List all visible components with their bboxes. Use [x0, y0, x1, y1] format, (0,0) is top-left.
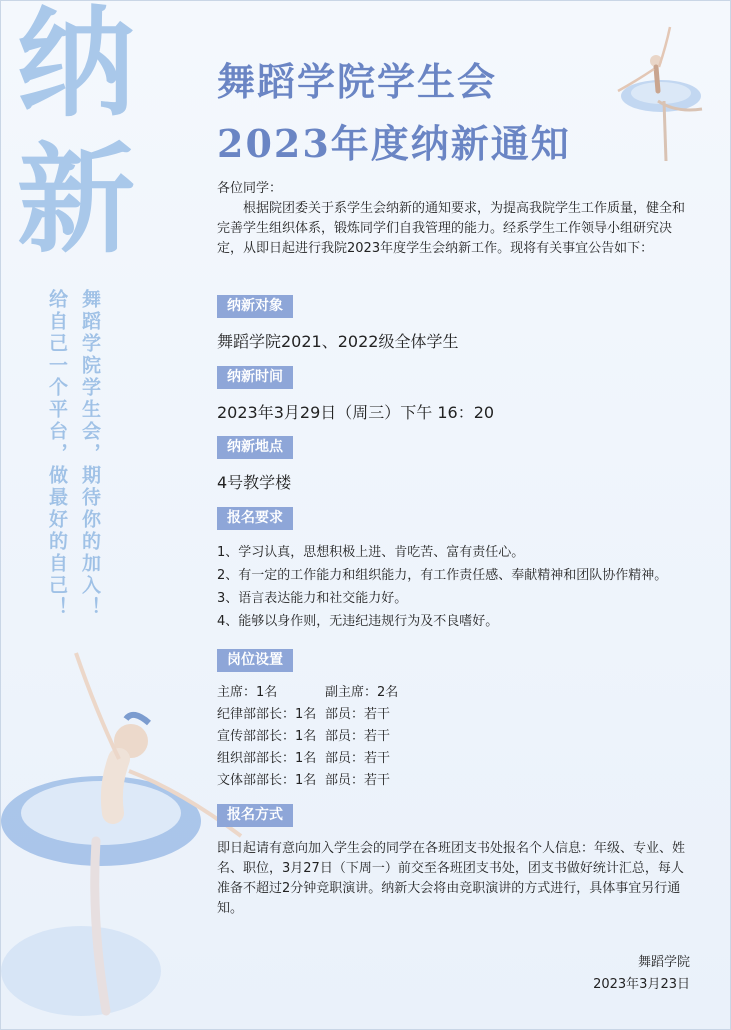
position-row	[217, 726, 398, 748]
position-member: 部员：若干	[325, 773, 391, 788]
position-head: 文体部部长：1名	[217, 773, 317, 788]
greeting: 各位同学：	[217, 181, 283, 196]
position-head: 主席：1名	[217, 685, 278, 700]
section-label-time: 纳新时间	[217, 366, 293, 389]
position-member: 部员：若干	[325, 707, 391, 722]
decor-char-xin: 新	[16, 130, 135, 269]
section-value-place: 4号教学楼	[217, 473, 292, 492]
position-row	[217, 704, 398, 726]
list-item: 1、学习认真，思想积极上进、肯吃苦、富有责任心。	[217, 545, 525, 560]
section-value-time: 2023年3月29日（周三）下午 16：20	[217, 403, 495, 422]
position-head: 宣传部部长：1名	[217, 729, 317, 744]
positions-list	[217, 682, 398, 792]
position-member: 部员：若干	[325, 729, 391, 744]
list-item: 4、能够以身作则，无违纪违规行为及不良嗜好。	[217, 614, 499, 629]
vertical-slogan-2: 给自己一个平台，做最好的自己！	[46, 289, 68, 619]
position-row	[217, 770, 398, 792]
position-row	[217, 682, 398, 704]
position-head: 纪律部部长：1名	[217, 707, 317, 722]
section-label-target: 纳新对象	[217, 295, 293, 318]
position-member: 副主席：2名	[325, 685, 399, 700]
section-label-place: 纳新地点	[217, 436, 293, 459]
position-member: 部员：若干	[325, 751, 391, 766]
title-line-1: 舞蹈学院学生会	[217, 59, 498, 104]
position-head: 组织部部长：1名	[217, 751, 317, 766]
signature-org: 舞蹈学院	[637, 955, 690, 970]
position-row	[217, 748, 398, 770]
vertical-slogan-1: 舞蹈学院学生会，期待你的加入！	[79, 289, 101, 619]
list-item: 2、有一定的工作能力和组织能力，有工作责任感、奉献精神和团队协作精神。	[217, 568, 668, 583]
signature-date: 2023年3月23日	[593, 977, 690, 992]
ballerina-illustration-small	[606, 21, 716, 171]
list-item: 3、语言表达能力和社交能力好。	[217, 591, 408, 606]
decor-char-na: 纳	[16, 0, 135, 133]
apply-paragraph: 即日起请有意向加入学生会的同学在各班团支书处报名个人信息：年级、专业、姓名、职位，3月27日（下周一）前交至各班团支书处，团支书做好统计汇总，每人准备不超过2分钟竞职演讲。纳新大会将由竞职演讲的方式进行，具体事宜另行通知。	[217, 841, 686, 916]
section-value-target: 舞蹈学院2021、2022级全体学生	[217, 332, 459, 351]
section-label-requirements: 报名要求	[217, 507, 293, 530]
section-label-positions: 岗位设置	[217, 649, 293, 672]
section-label-apply: 报名方式	[217, 804, 293, 827]
requirements-list	[217, 541, 667, 633]
title-line-2: 2023年度纳新通知	[217, 121, 571, 166]
intro-paragraph: 根据院团委关于系学生会纳新的通知要求，为提高我院学生工作质量，健全和完善学生组织体系，锻炼同学们自我管理的能力。经系学生工作领导小组研究决定，从即日起进行我院2023年度学生会纳新工作。现将有关事宜公告如下：	[217, 201, 686, 256]
